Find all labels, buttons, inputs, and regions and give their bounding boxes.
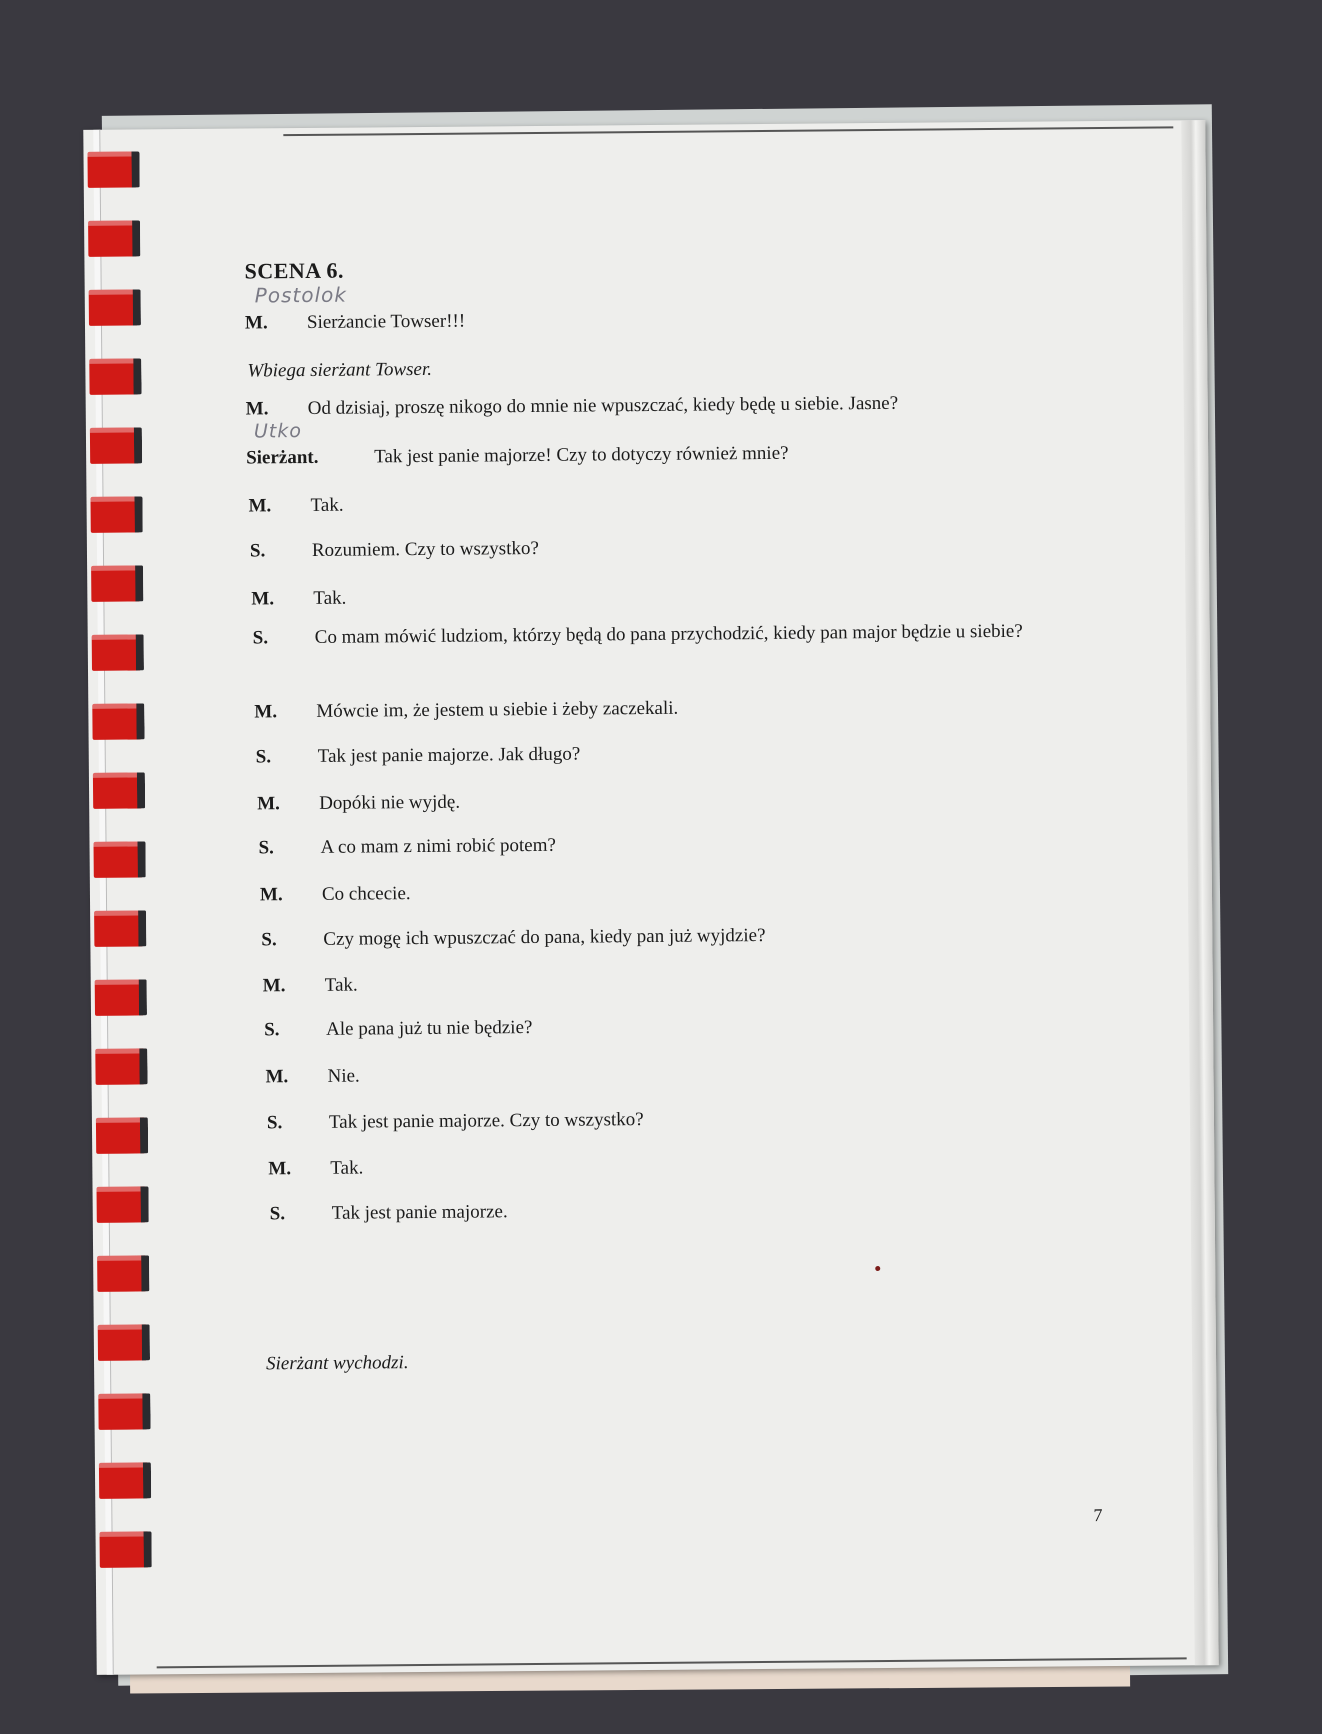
- speaker-label: M.: [268, 1158, 292, 1180]
- dialogue-line: [245, 304, 1105, 336]
- dialogue-line: [261, 921, 1121, 953]
- dialogue-text: Od dzisiaj, proszę nikogo do mnie nie wpuszczać, kiedy będę u siebie. Jasne?: [307, 392, 899, 419]
- dialogue-line: [258, 829, 1118, 861]
- speaker-label: M.: [248, 495, 272, 517]
- speaker-label: S.: [255, 746, 272, 768]
- speaker-label: M.: [257, 793, 280, 815]
- speaker-label: S.: [249, 540, 266, 562]
- dialogue-text: Co mam mówić ludziom, którzy będą do pana przychodzić, kiedy pan major będzie u siebie?: [314, 620, 1023, 648]
- speaker-label: S.: [252, 627, 269, 649]
- speaker-label: S.: [269, 1203, 286, 1225]
- dialogue-text: Sierżancie Towser!!!: [306, 310, 466, 333]
- speaker-label: S.: [264, 1019, 280, 1041]
- speaker-label: S.: [258, 837, 274, 859]
- scene-heading: SCENA 6.: [244, 257, 344, 284]
- document-page: [83, 120, 1218, 1675]
- dialogue-line: [250, 532, 1110, 564]
- dialogue-text: Tak jest panie majorze! Czy to dotyczy również mnie?: [374, 442, 789, 468]
- speaker-label: M.: [245, 398, 269, 420]
- dialogue-text: Tak.: [330, 1157, 364, 1179]
- speaker-label: M.: [262, 975, 286, 997]
- dialogue-line: [254, 693, 1114, 725]
- dialogue-text: A co mam z nimi robić potem?: [320, 834, 556, 858]
- stage-direction: Wbiega sierżant Towser.: [247, 358, 433, 382]
- dialogue-line: [251, 580, 1111, 612]
- dialogue-text: Tak jest panie majorze. Jak długo?: [317, 743, 581, 767]
- dialogue-line: [253, 619, 1113, 651]
- dialogue-line: [246, 439, 1106, 471]
- stage-direction: Sierżant wychodzi.: [265, 1352, 409, 1375]
- dialogue-text: Dopóki nie wyjdę.: [319, 791, 461, 814]
- dialogue-line: [268, 1150, 1128, 1182]
- speaker-label: M.: [251, 588, 275, 610]
- dialogue-text: Rozumiem. Czy to wszystko?: [311, 537, 539, 561]
- dialogue-line: [256, 738, 1116, 770]
- speaker-label: M.: [265, 1066, 289, 1088]
- speaker-label: M.: [259, 884, 283, 906]
- dialogue-text: Czy mogę ich wpuszczać do pana, kiedy pan już wyjdzie?: [323, 925, 766, 950]
- speaker-label: Sierżant.: [246, 446, 319, 469]
- dialogue-text: Tak.: [310, 494, 344, 516]
- dialogue-line: [260, 876, 1120, 908]
- dialogue-text: Mówcie im, że jestem u siebie i żeby zaczekali.: [316, 697, 679, 722]
- dialogue-text: Tak jest panie majorze. Czy to wszystko?: [328, 1109, 644, 1133]
- dialogue-line: [246, 390, 1106, 422]
- speaker-label: S.: [266, 1112, 283, 1134]
- page-number: 7: [1093, 1505, 1103, 1526]
- dialogue-text: Tak jest panie majorze.: [331, 1201, 508, 1224]
- speaker-label: M.: [244, 312, 268, 334]
- dialogue-line: [270, 1195, 1130, 1227]
- dialogue-line: [267, 1104, 1127, 1136]
- dialogue-text: Tak.: [324, 974, 358, 996]
- dialogue-text: Ale pana już tu nie będzie?: [326, 1017, 533, 1040]
- dialogue-line: [263, 967, 1123, 999]
- handwritten-note: Postolok: [254, 282, 348, 308]
- dialogue-text: Nie.: [327, 1065, 360, 1087]
- dialogue-text: Co chcecie.: [321, 883, 411, 905]
- dialogue-line: [265, 1058, 1125, 1090]
- ink-speck: [875, 1266, 880, 1271]
- handwritten-note: Utko: [253, 420, 302, 443]
- speaker-label: S.: [261, 929, 277, 951]
- page-content: [83, 120, 1218, 1675]
- dialogue-line: [248, 487, 1108, 519]
- speaker-label: M.: [254, 701, 278, 723]
- dialogue-line: [257, 785, 1117, 817]
- dialogue-line: [264, 1011, 1124, 1043]
- dialogue-text: Tak.: [313, 587, 347, 609]
